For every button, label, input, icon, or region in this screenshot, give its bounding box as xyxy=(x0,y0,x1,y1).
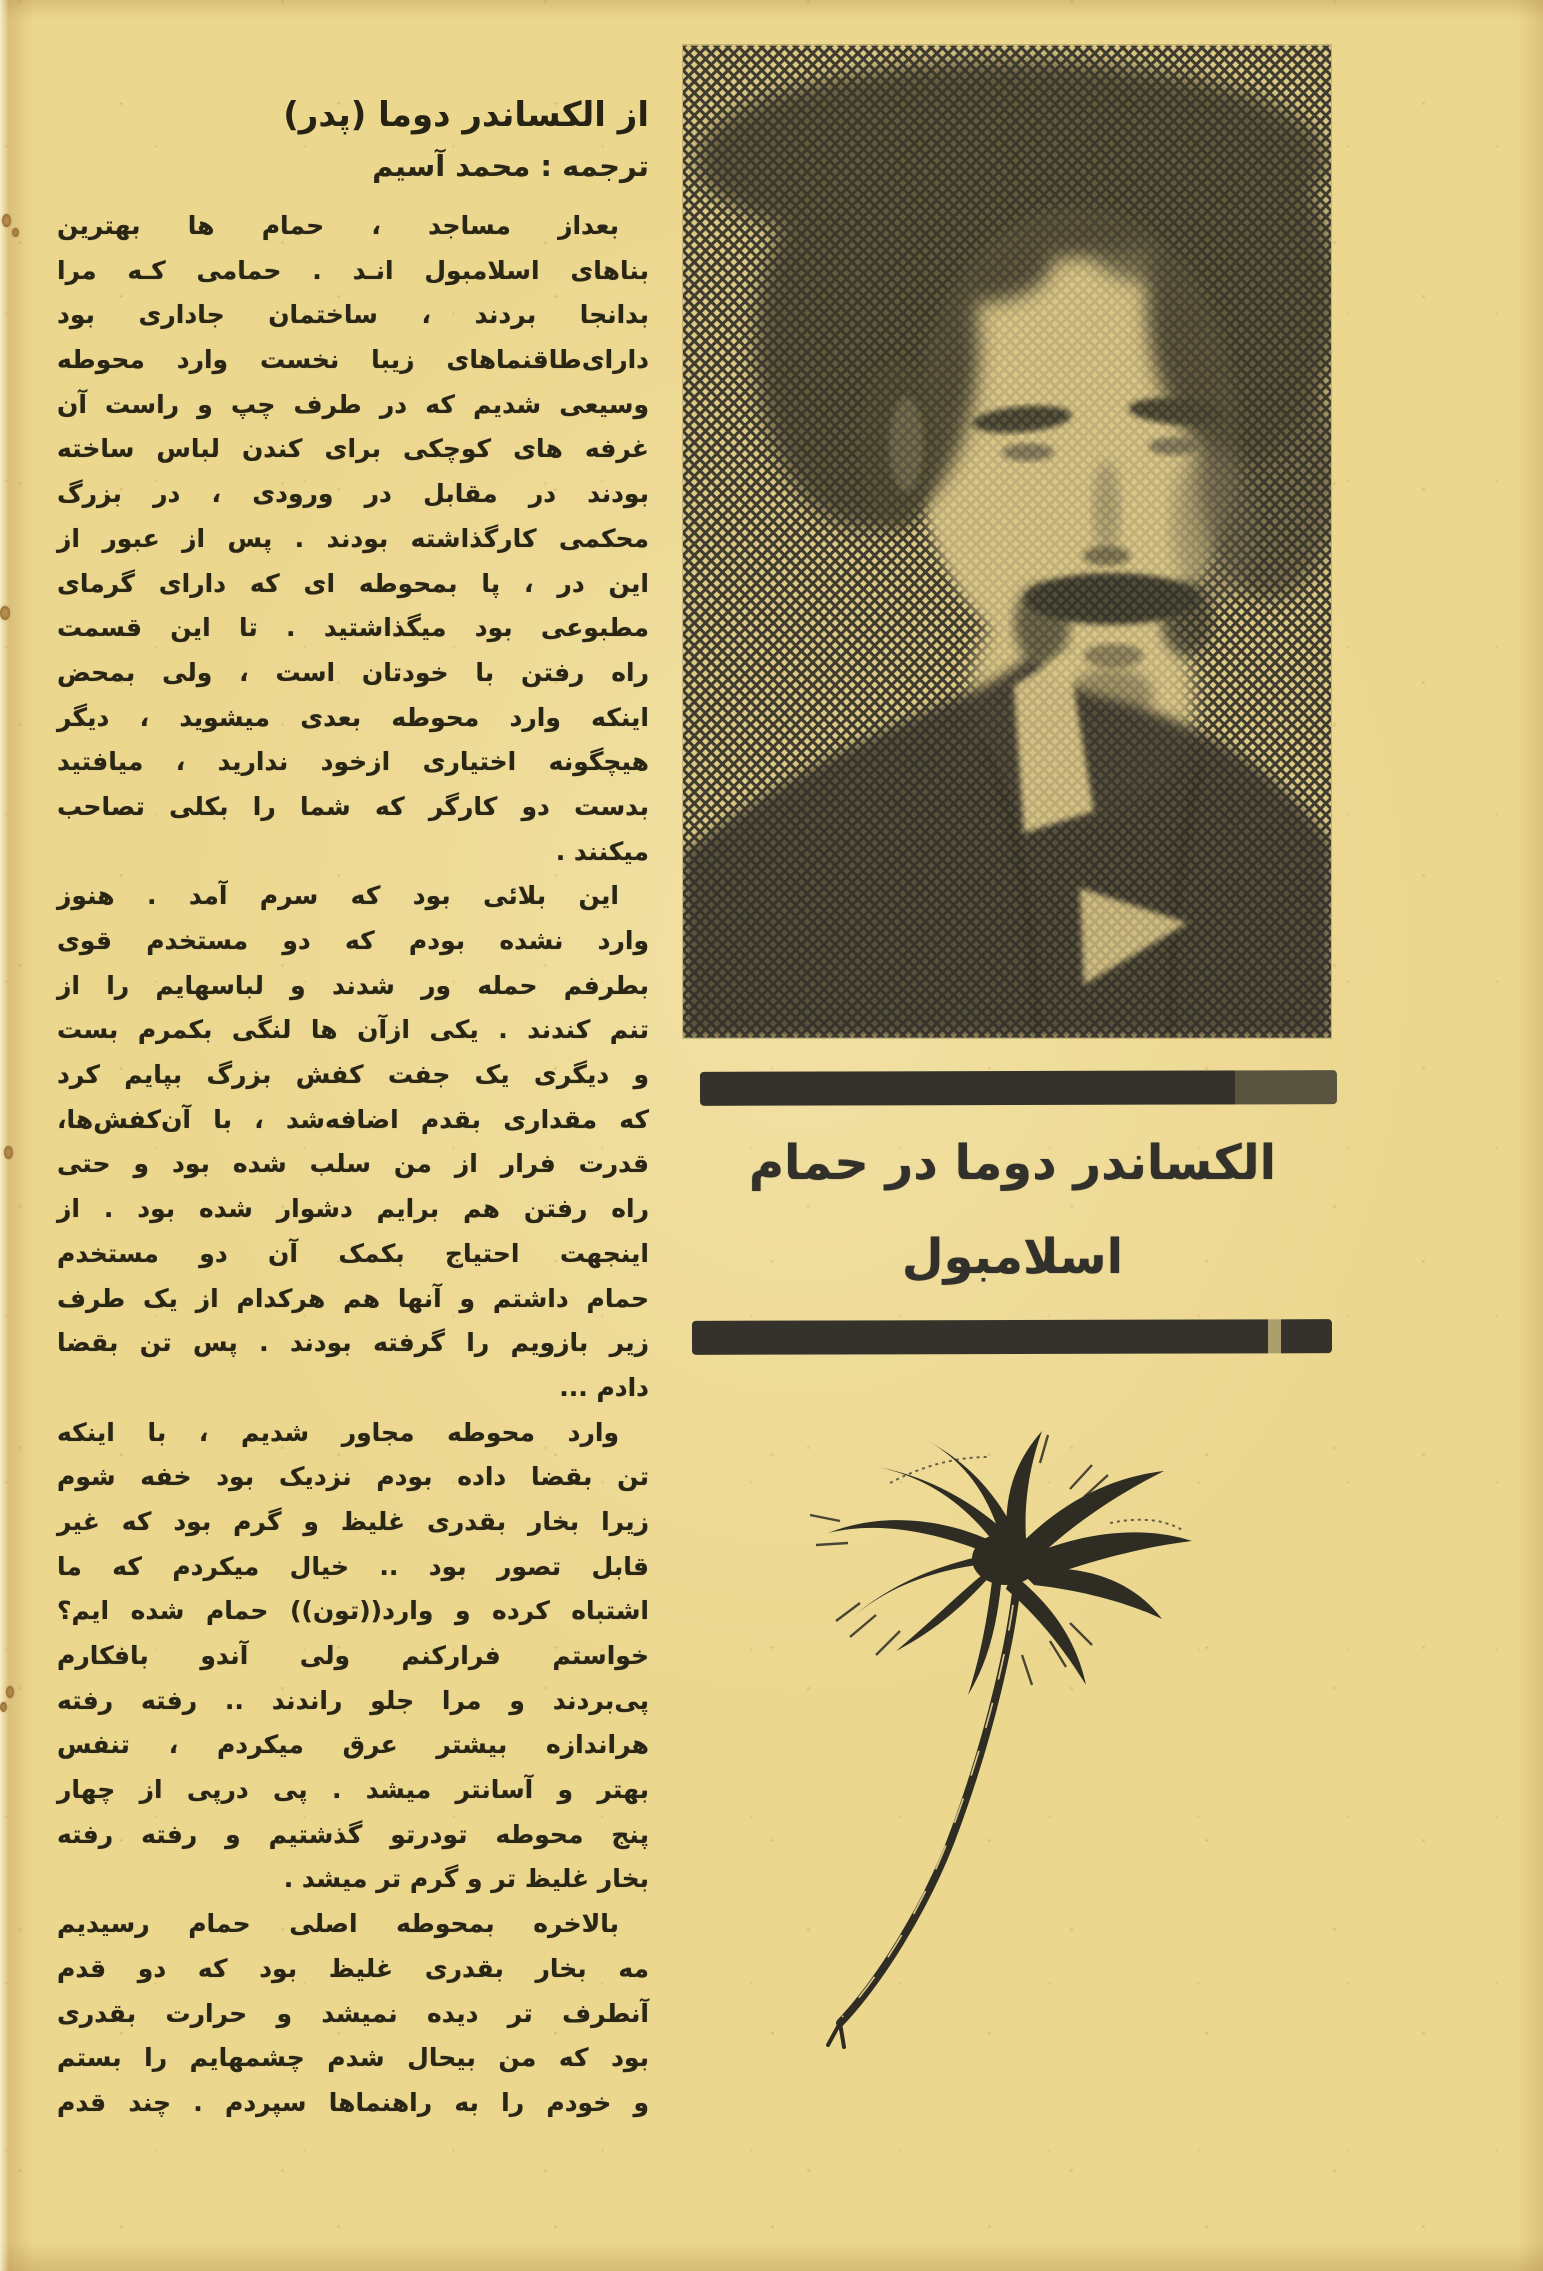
text-line: هیچگونه اختیاری ازخود ندارید ، میافتید xyxy=(57,747,649,777)
text-line: پی‌بردند و مرا جلو راندند .. رفته رفته xyxy=(57,1685,649,1715)
text-line: که مقداری بقدم اضافه‌شد ، با آن‌کفش‌ها، xyxy=(57,1104,649,1134)
text-line: بناهای اسلامبول انـد . حمامی کـه مرا xyxy=(57,255,649,285)
text-line: وارد نشده بودم که دو مستخدم قوی xyxy=(57,926,649,955)
binding-hole xyxy=(2,214,11,227)
text-line: بود که من بیحال شدم چشمهایم را بستم xyxy=(57,2043,649,2073)
text-line: تنم کندند . یکی ازآن ها لنگی بکمرم بست xyxy=(57,1015,649,1045)
text-line: بودند در مقابل در ورودی ، در بزرگ xyxy=(57,479,649,509)
text-line: زیرا بخار بقدری غلیظ و گرم بود که غیر xyxy=(57,1506,649,1536)
article-source-heading: از الکساندر دوما (پدر) xyxy=(283,95,649,135)
palm-tree-graphic xyxy=(740,1393,1210,2073)
text-line: هراندازه بیشتر عرق میکردم ، تنفس xyxy=(57,1730,649,1760)
text-line: زیر بازویم را گرفته بودند . پس تن بقضا xyxy=(57,1328,649,1358)
title-rule-top xyxy=(700,1070,1337,1106)
text-line: مه بخار بقدری غلیظ بود که دو قدم xyxy=(57,1953,649,1983)
binding-hole xyxy=(12,228,19,237)
text-line: بطرفم حمله ور شدند و لباسهایم را از xyxy=(57,970,649,1000)
text-line: و خودم را به راهنماها سپردم . چند قدم xyxy=(57,2087,649,2117)
text-line: تن بقضا داده بودم نزدیک بود خفه شوم xyxy=(57,1462,649,1492)
text-line: بخار غلیظ تر و گرم تر میشد . xyxy=(283,1864,649,1894)
article-title-line2: اسلامبول xyxy=(901,1229,1124,1285)
text-line: بهتر و آسانتر میشد . پی درپی از چهار xyxy=(57,1775,649,1805)
text-line: وسیعی شدیم که در طرف چپ و راست آن xyxy=(57,389,649,419)
dumas-portrait-photo xyxy=(683,45,1331,1038)
article-title xyxy=(690,1116,1335,1304)
binding-hole xyxy=(4,1146,13,1159)
article-title-line1: الکساندر دوما در حمام xyxy=(748,1135,1277,1191)
text-line: بالاخره بمحوطه اصلی حمام رسیدیم xyxy=(57,1909,619,1939)
binding-hole xyxy=(0,1702,7,1712)
text-line: بعداز مساجد ، حمام ها بهترین xyxy=(57,211,619,240)
text-line: این در ، پا بمحوطه ای که دارای گرمای xyxy=(57,568,649,598)
text-line: حمام داشتم و آنها هم هرکدام از یک طرف xyxy=(57,1283,649,1313)
text-line: میکنند . xyxy=(555,836,649,866)
text-line: مطبوعی بود میگذاشتید . تا این قسمت xyxy=(57,613,649,643)
binding-hole xyxy=(0,606,10,620)
text-line: پنج محوطه تودرتو گذشتیم و رفته رفته xyxy=(57,1819,649,1849)
text-line: اینکه وارد محوطه بعدی میشوید ، دیگر xyxy=(57,702,649,732)
binding-hole xyxy=(6,1686,14,1698)
text-line: وارد محوطه مجاور شدیم ، با اینکه xyxy=(57,1417,619,1447)
text-line: راه رفتن با خودتان است ، ولی بمحض xyxy=(57,657,649,687)
text-line: اینجهت احتیاج بکمک آن دو مستخدم xyxy=(57,1238,649,1268)
halftone-portrait-graphic xyxy=(683,45,1331,1038)
text-line: بدست دو کارگر که شما را بکلی تصاحب xyxy=(57,791,649,821)
text-line: دارای‌طاقنماهای زیبا نخست وارد محوطه xyxy=(57,345,649,375)
text-line: قابل تصور بود .. خیال میکردم که ما xyxy=(57,1551,649,1581)
text-line: محکمی کارگذاشته بودند . پس از عبور از xyxy=(57,523,649,553)
text-line: خواستم فرارکنم ولی آندو بافکارم xyxy=(57,1641,649,1670)
article-column xyxy=(57,94,649,2126)
text-line: بدانجا بردند ، ساختمان جاداری بود xyxy=(57,300,649,330)
title-rule-bottom xyxy=(692,1319,1332,1355)
article-body xyxy=(57,204,649,2126)
text-line: اشتباه کرده و وارد((تون)) حمام شده ایم؟ xyxy=(57,1596,649,1626)
text-line: غرفه های کوچکی برای کندن لباس ساخته xyxy=(57,434,649,464)
text-line: آنطرف تر دیده نمیشد و حرارت بقدری xyxy=(57,1998,649,2028)
text-line: این بلائی بود که سرم آمد . هنوز xyxy=(57,881,619,911)
palm-tree-illustration xyxy=(740,1393,1210,2073)
text-line: راه رفتن هم برایم دشوار شده بود . از xyxy=(57,1194,649,1224)
text-line: قدرت فرار از من سلب شده بود و حتی xyxy=(57,1149,649,1179)
text-line: دادم ... xyxy=(559,1372,649,1402)
translator-credit: ترجمه : محمد آسیم xyxy=(372,149,649,183)
text-line: و دیگری یک جفت کفش بزرگ بپایم کرد xyxy=(57,1060,649,1090)
